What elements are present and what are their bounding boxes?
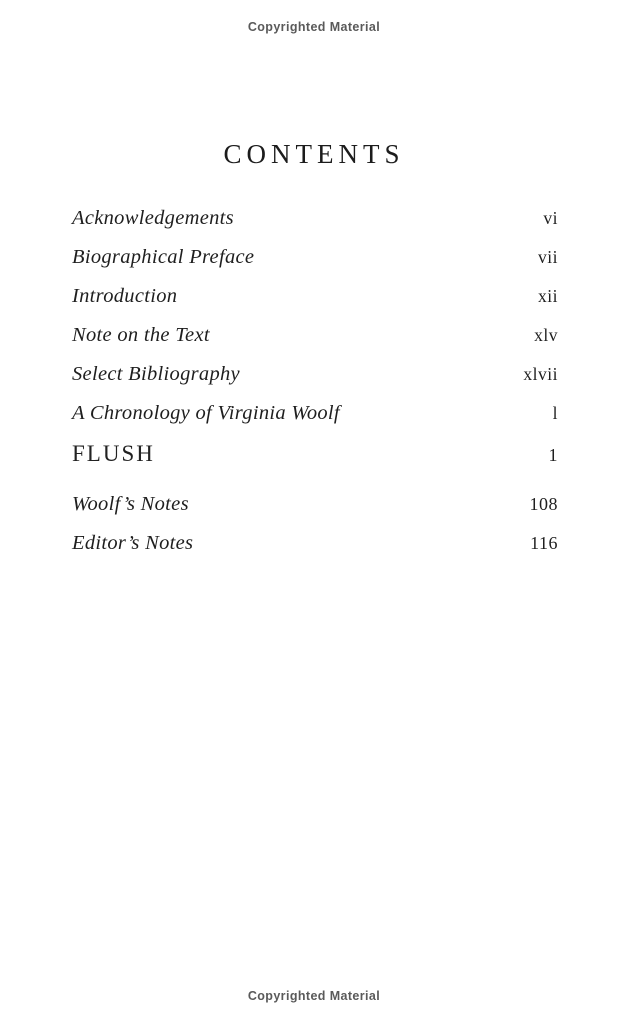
toc-entry-page-number: vii <box>538 247 558 267</box>
copyright-watermark-top: Copyrighted Material <box>247 20 381 34</box>
toc-entry-page-number: 1 <box>548 445 558 465</box>
toc-entry-label: Editor’s Notes <box>72 532 194 554</box>
toc-entry-page-number: xlvii <box>523 364 558 384</box>
copyright-watermark-bottom: Copyrighted Material <box>247 989 381 1003</box>
table-of-contents <box>72 207 558 571</box>
toc-row-introduction <box>72 285 558 310</box>
toc-row-note-on-the-text <box>72 324 558 349</box>
toc-row-chronology <box>72 402 558 427</box>
toc-entry-label: Acknowledgements <box>72 207 234 229</box>
toc-entry-page-number: vi <box>543 208 558 228</box>
toc-entry-page-number: xii <box>538 286 558 306</box>
toc-entry-page-number: xlv <box>534 325 558 345</box>
toc-entry-page-number: 108 <box>529 494 558 514</box>
toc-row-woolfs-notes <box>72 493 558 518</box>
toc-entry-label: Woolf’s Notes <box>72 493 189 515</box>
toc-entry-page-number: 116 <box>530 533 558 553</box>
toc-entry-label: FLUSH <box>72 441 155 466</box>
toc-entry-label: Note on the Text <box>72 324 210 346</box>
toc-row-select-bibliography <box>72 363 558 388</box>
toc-entry-label: Select Bibliography <box>72 363 240 385</box>
toc-entry-label: Introduction <box>72 285 178 307</box>
toc-entry-page-number: l <box>552 403 558 423</box>
page-title: CONTENTS <box>223 139 405 169</box>
toc-row-flush <box>72 441 558 471</box>
toc-entry-label: Biographical Preface <box>72 246 255 268</box>
toc-entry-label: A Chronology of Virginia Woolf <box>72 402 340 424</box>
toc-row-acknowledgements <box>72 207 558 232</box>
toc-row-editors-notes <box>72 532 558 557</box>
toc-row-biographical-preface <box>72 246 558 271</box>
